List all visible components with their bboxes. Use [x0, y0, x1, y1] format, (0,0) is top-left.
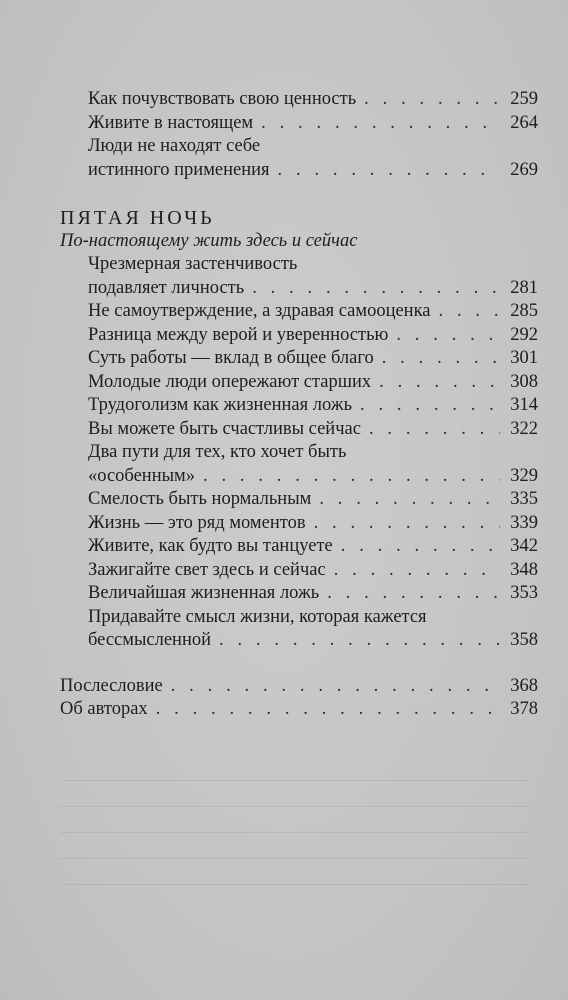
section-gap: [60, 653, 538, 675]
toc-entry-title: Как почувствовать свою ценность: [88, 89, 357, 109]
toc-entry-page: 259: [510, 89, 538, 109]
toc-entry-page: 353: [510, 583, 538, 603]
toc-entry-title-line1: Два пути для тех, кто хочет быть: [88, 442, 347, 462]
leader-dots: [396, 324, 500, 348]
leader-dots: [439, 300, 501, 324]
toc-entry-title-line1: Придавайте смысл жизни, которая кажется: [88, 606, 427, 627]
toc-entry-page: 269: [510, 159, 538, 180]
toc-entry-title: Вы можете быть счастливы сейчас: [88, 418, 361, 439]
leader-dots: [156, 698, 500, 722]
toc-entry: [60, 394, 538, 418]
toc-entry: [60, 347, 538, 371]
toc-entry-title: «особенным»: [88, 465, 195, 486]
toc-entry-title: Молодые люди опережают старших: [88, 371, 372, 392]
table-of-contents: [60, 88, 538, 722]
leader-dots: [278, 159, 500, 183]
toc-entry-title: Живите, как будто вы танцуете: [88, 536, 333, 556]
leader-dots: [219, 629, 500, 653]
toc-entry-title: бессмысленной: [88, 630, 212, 650]
leader-dots: [327, 582, 500, 606]
toc-entry-page: 342: [510, 536, 538, 556]
toc-entry: [60, 88, 538, 112]
toc-entry-page: 308: [510, 371, 538, 392]
toc-entry: [60, 698, 538, 722]
toc-entry: [60, 629, 538, 653]
toc-entry-title: Не самоутверждение, а здравая самооценка: [88, 301, 431, 321]
toc-entry-page: 329: [510, 465, 538, 486]
part-heading: ПЯТАЯ НОЧЬ: [60, 207, 215, 229]
leader-dots: [341, 535, 500, 559]
toc-entry-title: Живите в настоящем: [88, 112, 254, 133]
toc-entry: [60, 112, 538, 136]
leader-dots: [203, 465, 500, 489]
toc-entry-page: 368: [510, 675, 538, 696]
toc-entry-title: истинного применения: [88, 159, 270, 180]
toc-entry-title: Разница между верой и уверенностью: [88, 324, 389, 345]
toc-entry-title-line1: Люди не находят себе: [88, 136, 261, 156]
toc-entry: [60, 488, 538, 512]
bleed-through-text: [60, 760, 530, 900]
toc-entry-title: Суть работы — вклад в общее благо: [88, 348, 374, 368]
toc-entry-title: Величайшая жизненная ложь: [88, 583, 320, 603]
toc-entry-page: 378: [510, 699, 538, 719]
toc-entry-page: 348: [510, 559, 538, 580]
toc-entry-page: 358: [510, 630, 538, 650]
toc-entry: [60, 582, 538, 606]
leader-dots: [364, 88, 500, 112]
toc-entry: [60, 465, 538, 489]
toc-entry-page: 335: [510, 489, 538, 509]
toc-entry: [60, 371, 538, 395]
toc-entry-title: подавляет личность: [88, 277, 245, 298]
toc-entry-page: 285: [510, 301, 538, 321]
leader-dots: [319, 488, 500, 512]
leader-dots: [360, 394, 500, 418]
toc-entry: [60, 418, 538, 442]
leader-dots: [369, 418, 500, 442]
toc-entry-page: 314: [510, 395, 538, 415]
leader-dots: [171, 675, 500, 699]
toc-entry-page: 339: [510, 512, 538, 533]
toc-entry-title: Зажигайте свет здесь и сейчас: [88, 559, 326, 580]
toc-entry-page: 281: [510, 277, 538, 298]
toc-entry: [60, 324, 538, 348]
toc-entry: [60, 300, 538, 324]
leader-dots: [334, 559, 500, 583]
toc-entry-title-line1: Чрезмерная застенчивость: [88, 254, 298, 274]
toc-entry: [60, 159, 538, 183]
leader-dots: [252, 277, 500, 301]
toc-entry-title: Жизнь — это ряд моментов: [88, 512, 306, 533]
toc-entry: [60, 535, 538, 559]
toc-entry-title: Послесловие: [60, 675, 163, 696]
toc-entry-page: 301: [510, 348, 538, 368]
leader-dots: [261, 112, 500, 136]
toc-entry: [60, 675, 538, 699]
toc-entry-title: Смелость быть нормальным: [88, 489, 312, 509]
toc-entry-page: 264: [510, 112, 538, 133]
toc-entry: [60, 512, 538, 536]
toc-entry-title: Трудоголизм как жизненная ложь: [88, 395, 353, 415]
leader-dots: [382, 347, 500, 371]
toc-entry: [60, 277, 538, 301]
leader-dots: [379, 371, 500, 395]
leader-dots: [314, 512, 500, 536]
toc-entry: [60, 559, 538, 583]
part-subtitle: По-настоящему жить здесь и сейчас: [60, 231, 358, 251]
toc-entry-page: 322: [510, 418, 538, 439]
toc-entry-title: Об авторах: [60, 699, 148, 719]
toc-entry-page: 292: [510, 324, 538, 345]
